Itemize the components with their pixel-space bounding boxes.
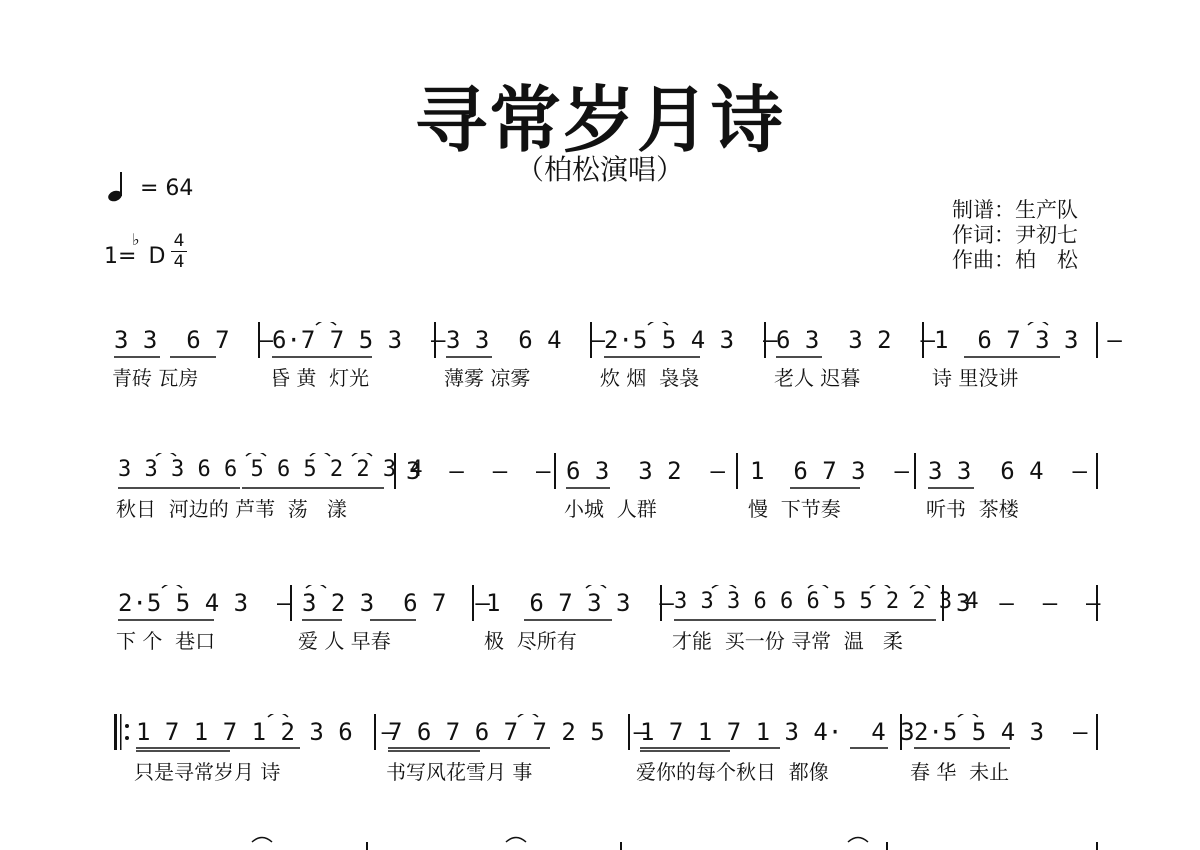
lyric: 爱 人 早春 (298, 629, 391, 653)
lyric: 老人 迟暮 (774, 366, 861, 390)
measure-notes: 3 3 6 4 – (928, 457, 1087, 485)
lyric: 薄雾 凉雾 (444, 366, 531, 390)
beam-slur-lines (0, 714, 1200, 756)
lyric: 爱你的每个秋日 都像 (636, 760, 829, 784)
composer-credit: 作曲：柏 松 (952, 248, 1078, 272)
lyric: 慢 下节奏 (748, 497, 841, 521)
lyric: 秋日 河边的 芦苇 荡 漾 (116, 497, 347, 521)
quarter-note-icon (106, 170, 136, 204)
measure-notes: 3 – – – (406, 457, 551, 485)
measure-notes: 3 3 3 6 6 5 6 5 2 2 3 4 (118, 457, 423, 482)
measure-notes: 1 7 1 7 1 3 4· 4 3 (640, 718, 915, 746)
lyric: 下 个 巷口 (116, 629, 216, 653)
lyric: 只是寻常岁月 诗 (134, 760, 281, 784)
measure-notes: 1 6 7 3 – (750, 457, 909, 485)
measure-notes: 3 3 6 7 – (114, 326, 273, 354)
measure-notes: 3 – – – (956, 589, 1101, 617)
flat-icon: ♭ (132, 230, 140, 249)
score-row-5-partial (0, 832, 1200, 850)
lyric: 小城 人群 (564, 497, 657, 521)
measure-notes: 6 3 3 2 – (566, 457, 725, 485)
song-subtitle: （柏松演唱） (515, 153, 684, 186)
measure-notes: 6 3 3 2 – (776, 326, 935, 354)
measure-notes: 1 7 1 7 1 2 3 6 – (136, 718, 397, 746)
cutoff-slurs (0, 832, 1200, 850)
measure-notes: 3 3 6 4 – (446, 326, 605, 354)
lyric: 春 华 未止 (910, 760, 1010, 784)
lyric: 昏 黄 灯光 (270, 366, 370, 390)
arranger-credit: 制谱：生产队 (952, 198, 1078, 222)
time-signature (170, 232, 188, 271)
time-bottom: 4 (173, 252, 185, 272)
key-note: D (148, 244, 166, 269)
measure-notes: 2·5 5 4 3 – (118, 589, 292, 617)
credits (952, 198, 1078, 273)
measure-notes: 2·5 5 4 3 – (914, 718, 1088, 746)
measure-notes: 7 6 7 6 7 7 2 5 – (388, 718, 649, 746)
lyricist-credit: 作词：尹初七 (952, 223, 1078, 247)
measure-notes: 3 2 3 6 7 – (302, 589, 490, 617)
key-prefix-text: 1= (104, 244, 137, 269)
lyric: 炊 烟 袅袅 (600, 366, 700, 390)
tempo-value: = 64 (140, 176, 194, 201)
beam-slur-lines (0, 453, 1200, 493)
song-title: 寻常岁月诗 (414, 78, 785, 162)
beam-slur-lines (0, 322, 1200, 362)
beam-slur-lines (0, 585, 1200, 625)
measure-notes: 6·7 7 5 3 – (272, 326, 446, 354)
lyric: 青砖 瓦房 (112, 366, 199, 390)
lyric: 听书 茶楼 (926, 497, 1019, 521)
measure-notes: 1 6 7 3 3 – (934, 326, 1122, 354)
time-top: 4 (173, 231, 185, 251)
measure-notes: 2·5 5 4 3 – (604, 326, 778, 354)
lyric: 书写风花雪月 事 (386, 760, 533, 784)
measure-notes: 3 3 3 6 6 6 5 5 2 2 3 4 (674, 589, 979, 614)
measure-notes: 1 6 7 3 3 – (486, 589, 674, 617)
lyric: 极 尽所有 (484, 629, 577, 653)
lyric: 诗 里没讲 (932, 366, 1019, 390)
lyric: 才能 买一份 寻常 温 柔 (672, 629, 903, 653)
